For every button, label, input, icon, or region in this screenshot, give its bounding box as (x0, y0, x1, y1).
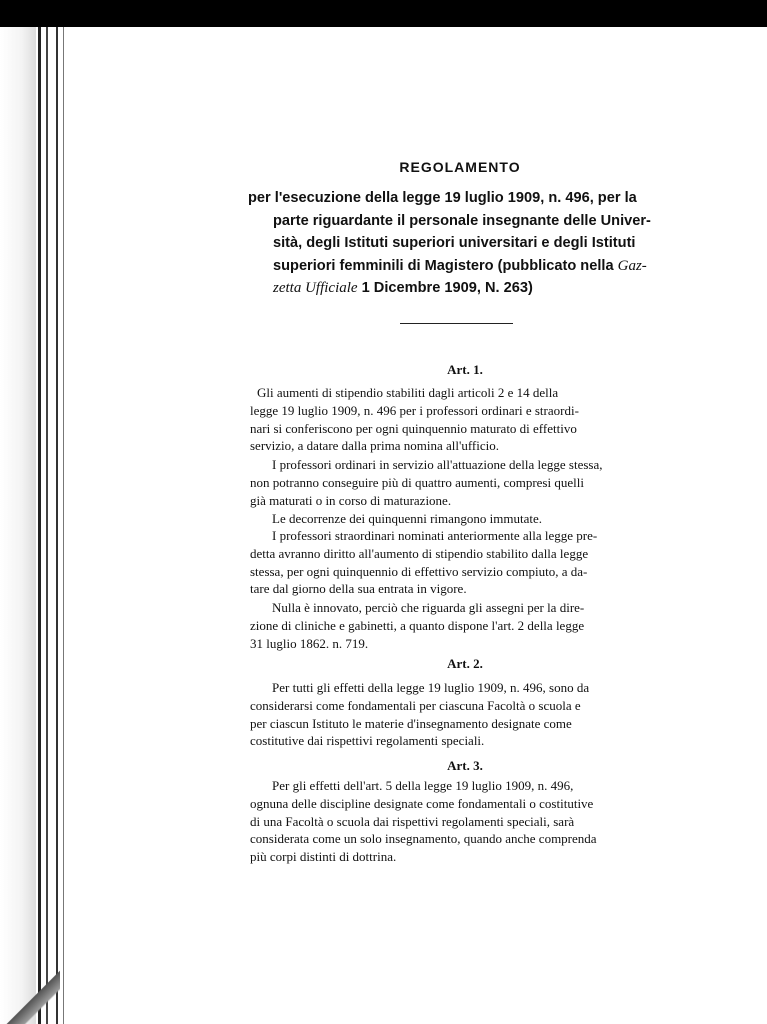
subtitle-line: per l'esecuzione della legge 19 luglio 1909, n. 496, per la (248, 190, 637, 206)
text-line: legge 19 luglio 1909, n. 496 per i professori ordinari e straordi- (250, 402, 579, 418)
text-line: non potranno conseguire più di quattro aumenti, compresi quelli (250, 474, 584, 490)
text-line: tare dal giorno della sua entrata in vigore. (250, 581, 467, 597)
text-line: nari si conferiscono per ogni quinquennio maturato di effettivo (250, 420, 577, 436)
text-line: Gli aumenti di stipendio stabiliti dagli articoli 2 e 14 della (257, 385, 559, 400)
subtitle-line (248, 255, 678, 278)
subtitle-line (248, 277, 678, 300)
article-paragraph (250, 679, 670, 750)
article-heading: Art. 1. (447, 362, 483, 377)
text-line: I professori ordinari in servizio all'attuazione della legge stessa, (272, 457, 603, 472)
text-line: considerata come un solo insegnamento, quando anche comprenda (250, 831, 597, 847)
gazette-name: zetta Ufficiale (273, 280, 358, 296)
text-line: considerarsi come fondamentali per ciascuna Facoltà o scuola e (250, 697, 581, 713)
text-line: ognuna delle discipline designate come fondamentali o costitutive (250, 795, 594, 811)
document-title: REGOLAMENTO (399, 159, 521, 175)
scan-top-border (0, 0, 767, 27)
text-line: servizio, a datare dalla prima nomina all'ufficio. (250, 438, 500, 454)
subtitle-text: 1 Dicembre 1909, N. 263) (357, 280, 533, 296)
text-line: detta avranno diritto all'aumento di stipendio stabilito dalla legge (250, 545, 589, 561)
article-paragraph (250, 527, 670, 598)
text-line: Nulla è innovato, perciò che riguarda gli assegni per la dire- (272, 600, 585, 615)
text-line: Per gli effetti dell'art. 5 della legge 19 luglio 1909, n. 496, (272, 778, 574, 793)
document-subtitle (248, 187, 678, 300)
article-paragraph (250, 456, 670, 509)
title-divider (400, 323, 513, 324)
article-heading: Art. 2. (447, 656, 483, 671)
text-line: stessa, per ogni quinquennio di effettivo servizio compiuto, a da- (250, 563, 588, 579)
book-spine (0, 27, 70, 1024)
text-line: più corpi distinti di dottrina. (250, 849, 397, 865)
text-line: già maturati o in corso di maturazione. (250, 492, 452, 508)
article-paragraph (250, 510, 670, 528)
article-paragraph (250, 384, 670, 455)
text-line: per ciascun Istituto le materie d'insegnamento designate come (250, 715, 572, 731)
text-line: 31 luglio 1862. n. 719. (250, 635, 369, 651)
article-paragraph (250, 599, 670, 652)
text-line: Le decorrenze dei quinquenni rimangono immutate. (272, 511, 543, 526)
text-line: zione di cliniche e gabinetti, a quanto dispone l'art. 2 della legge (250, 617, 585, 633)
subtitle-line: parte riguardante il personale insegnante delle Univer- (273, 212, 651, 229)
subtitle-text: superiori femminili di Magistero (pubblicato nella (273, 257, 618, 274)
text-line: Per tutti gli effetti della legge 19 luglio 1909, n. 496, sono da (272, 680, 590, 695)
text-line: I professori straordinari nominati anteriormente alla legge pre- (272, 528, 598, 543)
article-paragraph (250, 777, 670, 866)
text-line: costitutive dai rispettivi regolamenti speciali. (250, 733, 485, 749)
text-line: di una Facoltà o scuola dai rispettivi regolamenti speciali, sarà (250, 813, 575, 829)
subtitle-line: sità, degli Istituti superiori universitari e degli Istituti (273, 235, 636, 251)
article-heading: Art. 3. (447, 758, 483, 773)
gazette-name: Gaz- (617, 257, 647, 274)
